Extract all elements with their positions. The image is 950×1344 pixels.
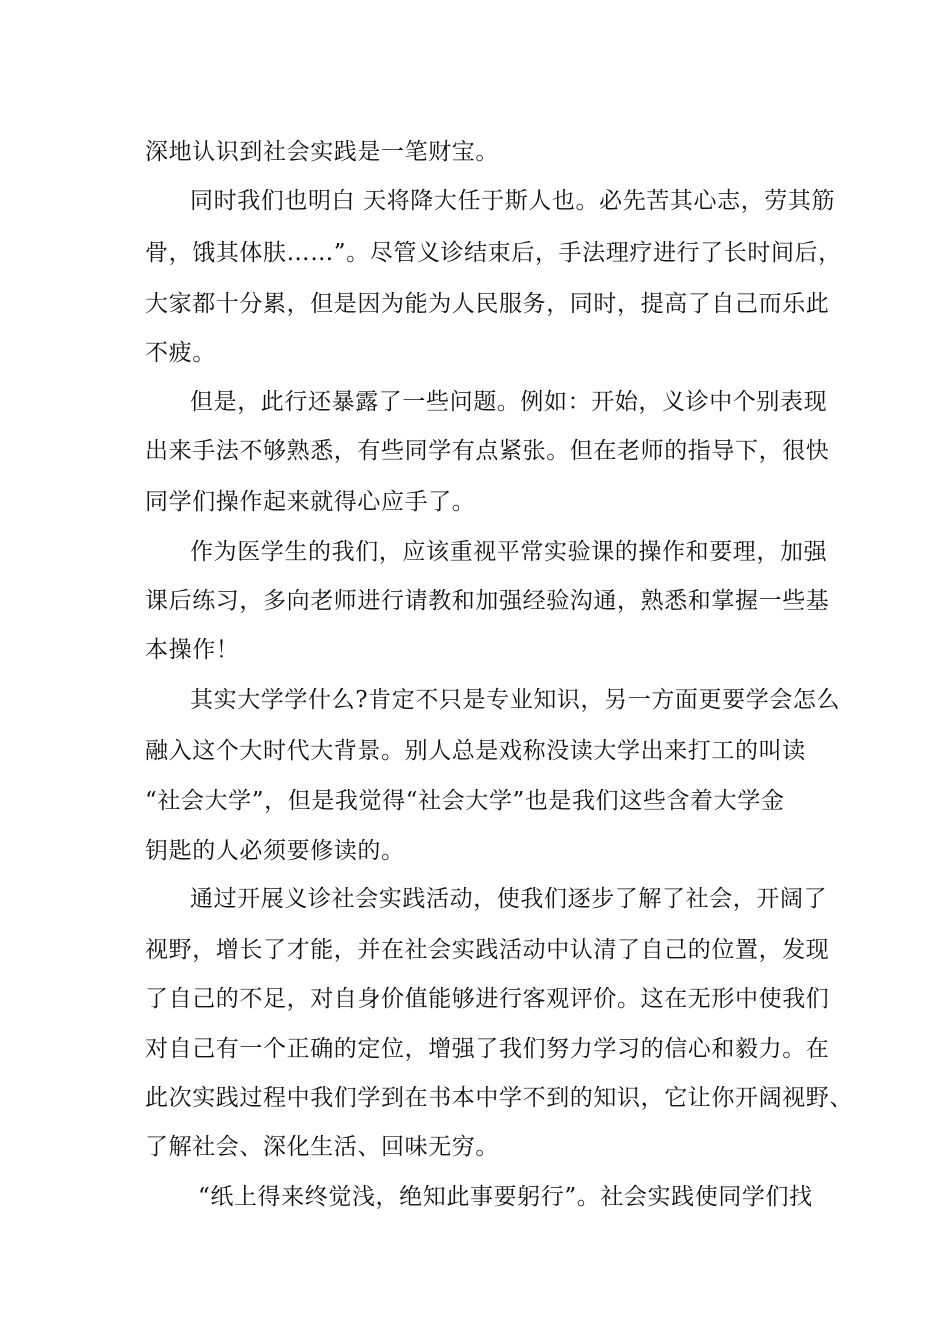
text-line: 出来手法不够熟悉，有些同学有点紧张。但在老师的指导下，很快 (145, 438, 830, 464)
text-line: 其实大学学什么?肯定不只是专业知识，另一方面更要学会怎么 (190, 687, 841, 713)
text-line: 深地认识到社会实践是一笔财宝。 (145, 139, 499, 165)
text-line: “社会大学”，但是我觉得“社会大学”也是我们这些含着大学金 (145, 788, 785, 814)
text-line: 课后练习，多向老师进行请教和加强经验沟通，熟悉和掌握一些基 (145, 588, 830, 614)
text-line: “纸上得来终觉浅，绝知此事要躬行”。社会实践使同学们找 (198, 1184, 813, 1210)
text-line: 融入这个大时代大背景。别人总是戏称没读大学出来打工的叫读 (145, 738, 806, 764)
text-line: 大家都十分累，但是因为能为人民服务，同时，提高了自己而乐此 (145, 291, 830, 317)
text-line: 本操作！ (145, 637, 240, 663)
text-line: 了解社会、深化生活、回味无穷。 (145, 1134, 499, 1160)
text-line: 不疲。 (145, 340, 216, 366)
text-line: 通过开展义诊社会实践活动，使我们逐步了解了社会，开阔了 (190, 886, 828, 912)
text-line: 此次实践过程中我们学到在书本中学不到的知识，它让你开阔视野、 (145, 1085, 853, 1111)
text-line: 视野，增长了才能，并在社会实践活动中认清了自己的位置，发现 (145, 937, 830, 963)
text-line: 同学们操作起来就得心应手了。 (145, 489, 476, 515)
text-line: 骨，饿其体肤……”。尽管义诊结束后，手法理疗进行了长时间后， (145, 240, 842, 266)
text-line: 了自己的不足，对自身价值能够进行客观评价。这在无形中使我们 (145, 986, 830, 1012)
text-line: 对自己有一个正确的定位，增强了我们努力学习的信心和毅力。在 (145, 1036, 830, 1062)
text-line: 作为医学生的我们，应该重视平常实验课的操作和要理，加强 (190, 539, 828, 565)
text-line: 钥匙的人必须要修读的。 (145, 838, 405, 864)
text-line: 但是，此行还暴露了一些问题。例如：开始，义诊中个别表现 (190, 389, 828, 415)
text-line: 同时我们也明白 天将降大任于斯人也。必先苦其心志，劳其筋 (190, 188, 836, 214)
